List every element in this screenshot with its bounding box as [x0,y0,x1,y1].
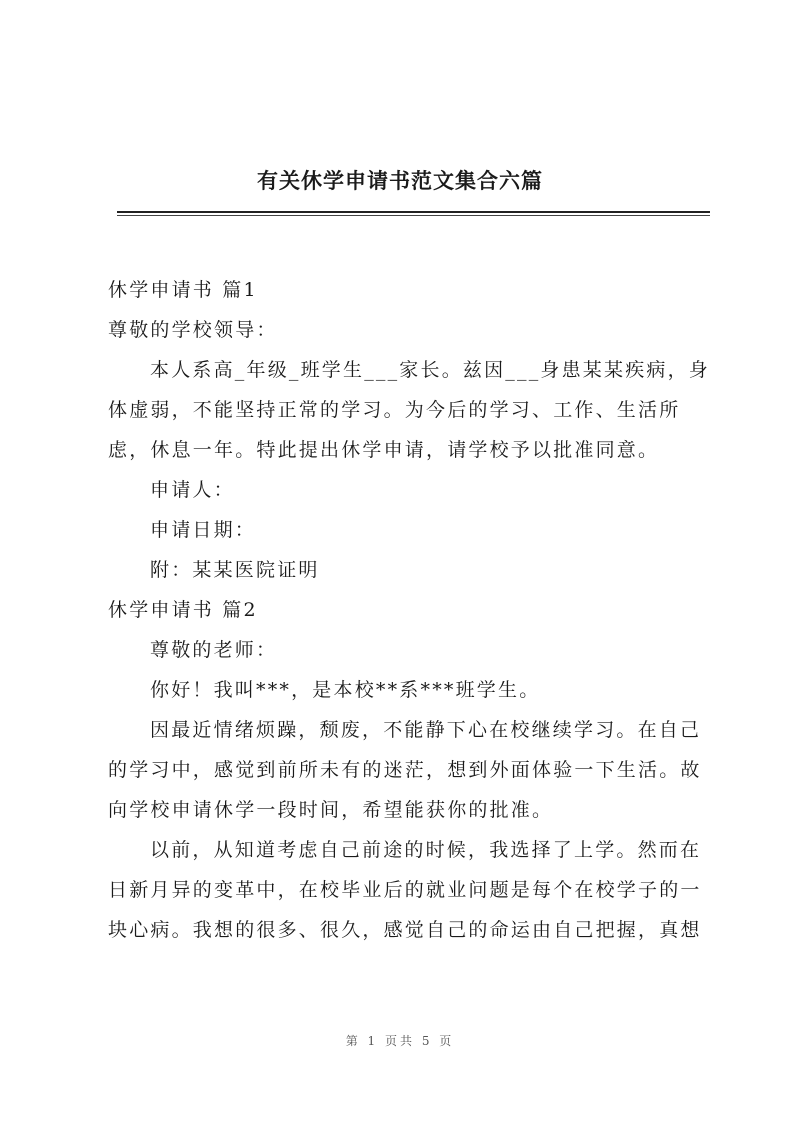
paragraph-line: 虑，休息一年。特此提出休学申请，请学校予以批准同意。 [108,439,660,461]
paragraph-line: 体虚弱，不能坚持正常的学习。为今后的学习、工作、生活所 [108,399,681,421]
page-footer: 第 1 页共 5 页 [345,1034,455,1048]
applicant-line: 申请人： [150,479,235,501]
document-body [108,270,711,950]
section-heading-1: 休学申请书 篇1 [108,279,258,301]
greeting-line: 你好！我叫***，是本校**系***班学生。 [150,679,541,701]
title-rule [117,211,710,213]
section-heading-2: 休学申请书 篇2 [108,599,258,621]
paragraph-line: 因最近情绪烦躁，颓废，不能静下心在校继续学习。在自己 [150,719,702,741]
paragraph-line: 块心病。我想的很多、很久，感觉自己的命运由自己把握，真想 [108,919,702,941]
paragraph-line: 向学校申请休学一段时间，希望能获你的批准。 [108,799,554,821]
paragraph-line: 日新月异的变革中，在校毕业后的就业问题是每个在校学子的一 [108,879,702,901]
salutation-line: 尊敬的老师： [150,639,278,661]
title-rule-thin [117,215,710,216]
paragraph-line: 的学习中，感觉到前所未有的迷茫，想到外面体验一下生活。故 [108,759,702,781]
paragraph-line: 本人系高_年级_班学生___家长。兹因___身患某某疾病，身 [150,359,711,381]
paragraph-line: 以前，从知道考虑自己前途的时候，我选择了上学。然而在 [150,839,702,861]
salutation-line: 尊敬的学校领导： [108,319,278,341]
attachment-line: 附：某某医院证明 [150,559,320,581]
document-title: 有关休学申请书范文集合六篇 [257,169,543,193]
date-line: 申请日期： [150,519,257,541]
